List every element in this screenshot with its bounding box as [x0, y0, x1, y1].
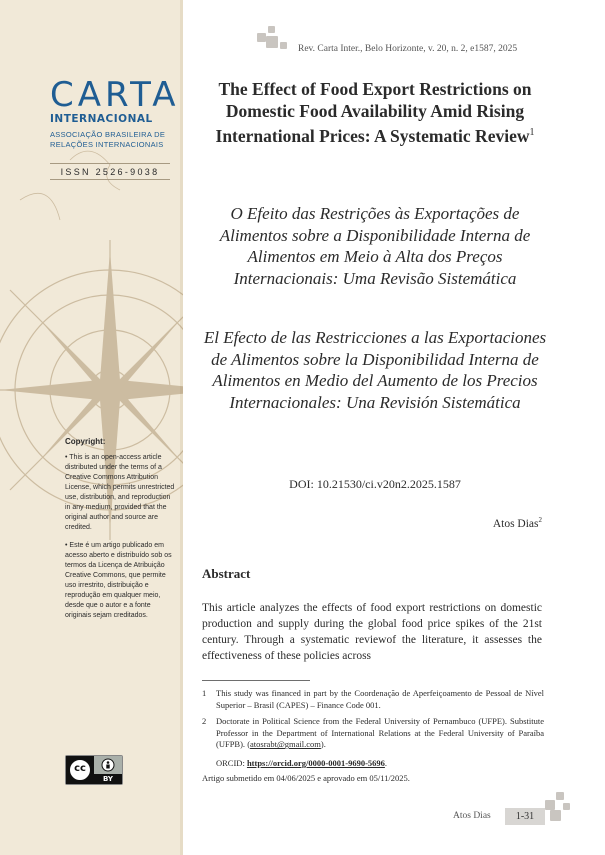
title-portuguese: O Efeito das Restrições às Exportações de Alimentos sobre a Disponibilidade Interna de Alimentos em Meio à Alta dos Preços Internacionais: Uma Revisão Sistemática [219, 204, 531, 288]
article-title [195, 79, 555, 147]
doi[interactable]: DOI: 10.21530/ci.v20n2.2025.1587 [289, 477, 461, 491]
orcid-label: ORCID: [216, 758, 245, 768]
copyright-block [65, 437, 175, 629]
title-spanish: El Efecto de las Restricciones a las Exportaciones de Alimentos sobre la Disponibilidad Interna de Alimentos en Medio del Aumento de los Precios Internacionales: Una Revisión Sistemática [203, 328, 547, 412]
association-name: ASSOCIAÇÃO BRASILEIRA DE RELAÇÕES INTERNACIONAIS [50, 130, 166, 149]
abstract-text: This article analyzes the effects of food export restrictions on domestic production and supply during the global food price spikes of the 21st century. Through a systematic reviewof the literature, it assesses the effectiveness of these policies across [202, 602, 542, 662]
footnote-2 [202, 716, 544, 751]
footnote-number: 1 [202, 688, 207, 698]
page-number: 1-31 [505, 808, 545, 825]
author-name: Atos Dias [492, 517, 539, 530]
journal-citation: Rev. Carta Inter., Belo Horizonte, v. 20, n. 2, e1587, 2025 [298, 44, 518, 54]
logo-word: CARTA [50, 75, 180, 115]
by-text: BY [102, 775, 114, 783]
copyright-english: • This is an open-access article distributed under the terms of a Creative Commons Attribution License, which permits unrestricted use, distribution, and reproduction in any medium, provided that the original author and source are credited. [65, 454, 175, 531]
logo-subword: INTERNACIONAL [50, 113, 153, 125]
footnote-divider [202, 680, 310, 681]
title-text: The Effect of Food Export Restrictions on Domestic Food Availability Amid Rising International Prices: A Systematic Review [215, 79, 532, 146]
submission-dates: Artigo submetido em 04/06/2025 e aprovado em 05/11/2025. [202, 773, 410, 783]
sidebar [0, 0, 183, 855]
footnote-text: Doctorate in Political Science from the Federal University of Pernambuco (UFPE). Substitute Professor in the Department of International Relations at the Federal University of Paraíba (UFPB). (atosrabt@gmail.com). [216, 716, 544, 750]
footnote-1 [202, 688, 544, 711]
copyright-portuguese: • Este é um artigo publicado em acesso aberto e distribuído sob os termos da Licença de Atribuição Creative Commons, que permite uso irrestrito, distribuição e reprodução em qualquer meio, desde que o autor e a fonte originais sejam creditados. [65, 542, 172, 619]
author-footnote-ref[interactable]: 2 [538, 516, 542, 524]
orcid-link[interactable]: https://orcid.org/0000-0001-9690-5696 [246, 758, 385, 768]
cc-text: cc [74, 763, 86, 774]
issn: ISSN 2526-9038 [50, 163, 170, 180]
journal-logo [50, 75, 180, 149]
author-email-link[interactable]: atosrabt@gmail.com [250, 739, 321, 750]
orcid-line: ORCID: https://orcid.org/0000-0001-9690-5696. [216, 758, 388, 768]
cc-by-license-badge[interactable] [65, 755, 123, 785]
abstract-heading: Abstract [202, 566, 251, 581]
footnote-text: This study was financed in part by the Coordenação de Aperfeiçoamento de Pessoal de Nível Superior – Brasil (CAPES) – Finance Code 001. [216, 688, 544, 710]
footnote-2-text: Doctorate in Political Science from the Federal University of Pernambuco (UFPE). Substitute Professor in the Department of International Relations at the Federal University of Paraíba (UFPB). [216, 716, 544, 750]
footnote-number: 2 [202, 716, 207, 726]
copyright-heading: Copyright: [65, 437, 106, 446]
footer-author: Atos Dias [453, 811, 491, 821]
title-footnote-ref[interactable]: 1 [529, 127, 535, 138]
author [493, 516, 542, 530]
